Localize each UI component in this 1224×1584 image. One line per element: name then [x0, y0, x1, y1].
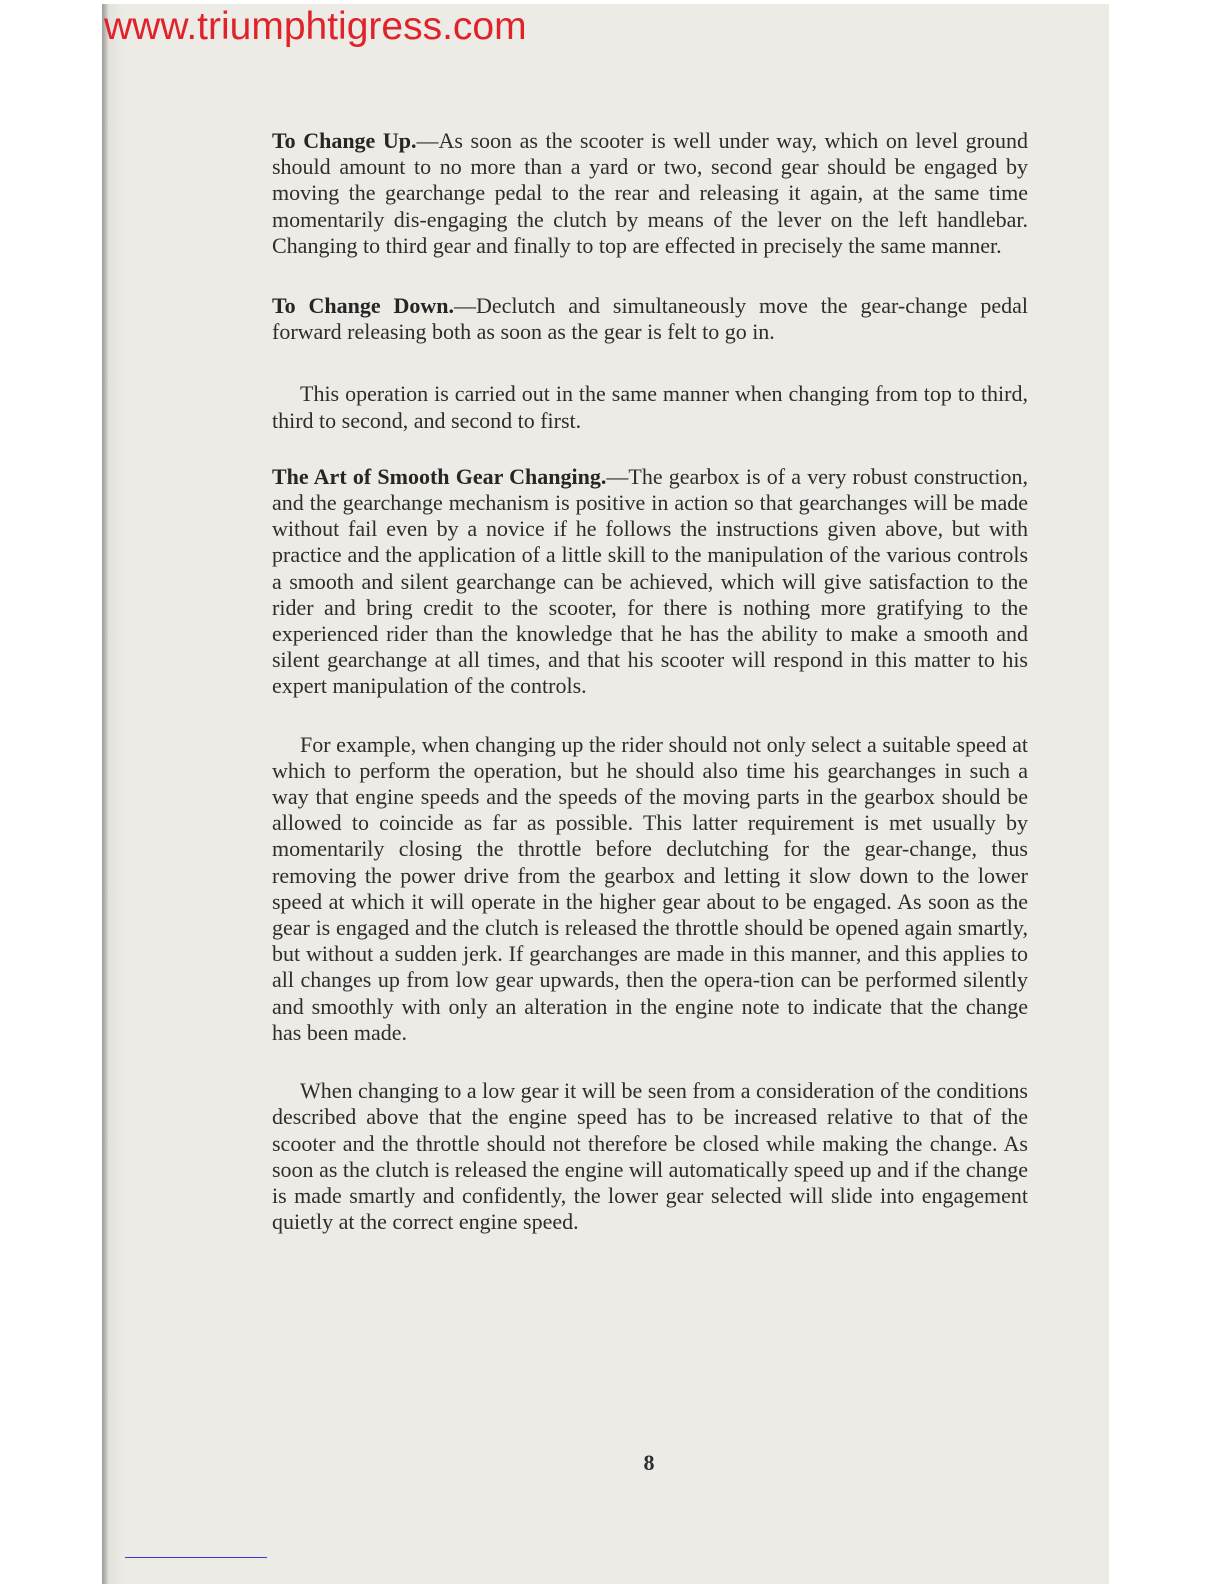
heading-change-up: To Change Up.: [272, 128, 417, 153]
page-binding-edge: [102, 4, 108, 1584]
watermark-link[interactable]: www.triumphtigress.com: [104, 5, 527, 48]
paragraph-change-down-text: —Declutch and simultaneously move the gear-change pedal forward releasing both as soon as the gear is felt to go in.: [272, 293, 1028, 345]
paragraph-change-down: [272, 293, 1028, 345]
paragraph-operation-text: This operation is carried out in the same manner when changing from top to third, third to second, and second to first.: [272, 381, 1028, 433]
body-text: [272, 128, 1028, 1235]
paragraph-operation: [272, 381, 1028, 433]
link-underline: [125, 1557, 267, 1558]
paragraph-change-up-text: —As soon as the scooter is well under way, which on level ground should amount to no more than a yard or two, second gear should be engaged by moving the gearchange pedal to the rear and releasing it again, at the same time momentarily dis-engaging the clutch by means of the lever on the left handlebar. Changing to third gear and finally to top are effected in precisely the same manner.: [272, 128, 1029, 258]
heading-smooth-gear-changing: The Art of Smooth Gear Changing.: [272, 463, 607, 489]
page-number: 8: [643, 1450, 655, 1475]
heading-change-down: To Change Down.: [272, 293, 455, 319]
paragraph-for-example-text: For example, when changing up the rider should not only select a suitable speed at which to perform the operation, but he should also time his gearchanges in such a way that engine speeds and the speeds of the moving parts in the gearbox should be allowed to coincide as far as possible. This latter requirement is met usually by momentarily closing the throttle before declutching for the gear-change, thus removing the power drive from the gearbox and letting it slow down to the lower speed at which it will operate in the higher gear about to be engaged. As soon as the gear is engaged and the clutch is released the throttle should be opened again smartly, but without a sudden jerk. If gearchanges are made in this manner, and this applies to all changes up from low gear upwards, then the opera-tion can be performed silently and smoothly with only an alteration in the engine note to indicate that the change has been made.: [272, 731, 1028, 1045]
paragraph-smooth-gear-changing: [272, 464, 1028, 700]
paragraph-for-example: [272, 732, 1028, 1046]
paragraph-low-gear: [272, 1078, 1028, 1235]
paragraph-low-gear-text: When changing to a low gear it will be seen from a consideration of the conditions described above that the engine speed has to be increased relative to that of the scooter and the throttle should not therefore be closed while making the change. As soon as the clutch is released the engine will automatically speed up and if the change is made smartly and confidently, the lower gear selected will slide into engagement quietly at the correct engine speed.: [272, 1078, 1028, 1235]
paragraph-smooth-gear-changing-text: —The gearbox is of a very robust construction, and the gearchange mechanism is positive in action so that gearchanges will be made without fail even by a novice if he follows the instructions given above, but with practice and the application of a little skill to the manipulation of the various controls a smooth and silent gearchange can be achieved, which will give satisfaction to the rider and bring credit to the scooter, for there is nothing more gratifying to the experienced rider than the knowledge that he has the ability to make a smooth and silent gearchange at all times, and that his scooter will respond in this matter to his expert manipulation of the controls.: [272, 463, 1028, 699]
paragraph-change-up: [272, 128, 1028, 259]
